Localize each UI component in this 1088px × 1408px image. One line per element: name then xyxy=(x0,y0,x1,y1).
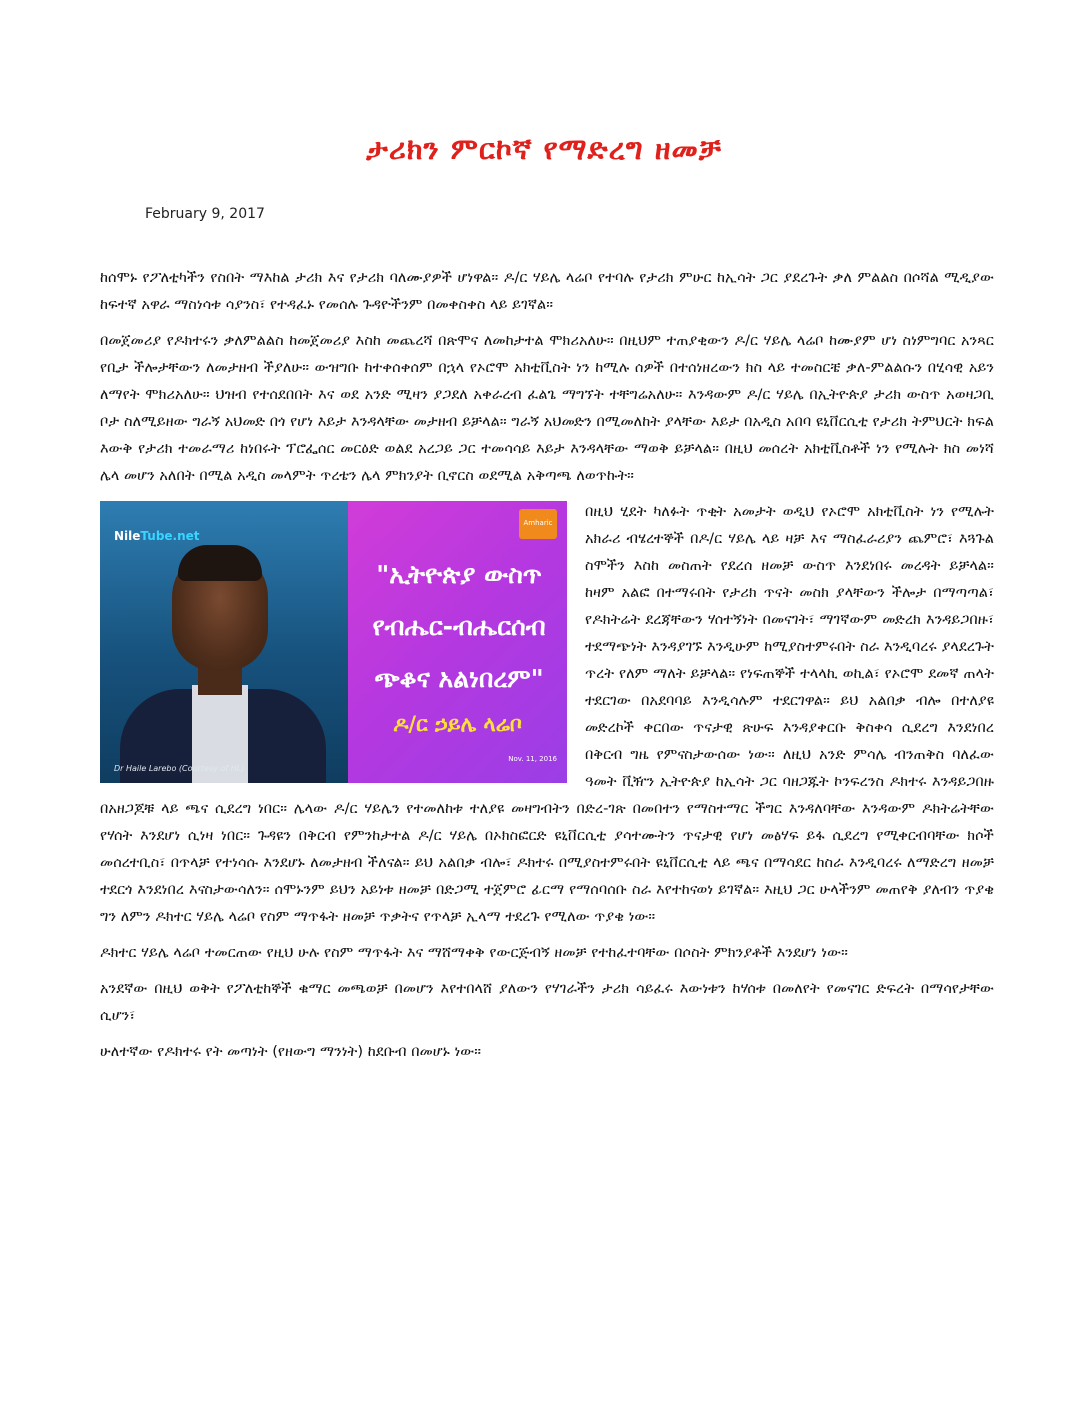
article-body xyxy=(100,264,994,1074)
paragraph-1: ከሰሞኑ የፖለቲካችን የስበት ማእከል ታሪክ እና የታሪክ ባለሙያዎች ሆነዋል። ዶ/ር ሃይሌ ላሬቦ የተባሉ የታሪክ ምሁር ከኢሳት ጋር ያደረጉት ቃለ ምልልስ በሶሻል ሚዲያው ከፍተኛ አዋራ ማስነሳቱ ሳያንስ፣ የተዳፈኑ የመሰሉ ጉዳዮችንም በመቀስቀስ ላይ ይገኛል። xyxy=(100,269,994,313)
paragraph-4: ዶክተር ሃይሌ ላሬቦ ተመርጠው የዚህ ሁሉ የስም ማጥፋት እና ማሸማቀቅ የውርጅብኝ ዘመቻ የተከፈተባቸው በሶስት ምክንያቶች እንደሆነ ነው። xyxy=(100,944,848,961)
article-title: ታሪክን ምርኮኛ የማድረግ ዘመቻ xyxy=(366,132,722,166)
quote-panel xyxy=(348,501,567,783)
photo-caption: Dr Haile Larebo (Courtesy of HL) xyxy=(114,764,245,773)
paragraph-2: በመጀመሪያ የዶክተሩን ቃለምልልስ ከመጀመሪያ እስከ መጨረሻ በጽሞና ለመከታተል ሞክሪአለሁ። በዚህም ተጠያቂውን ዶ/ር ሃይሌ ላሬቦ ከሙያም ሆነ ስነምግባር አንጻር የቢታ ችሎታቸውን ለመታዘብ ችያለሁ። ውዝግቡ ከተቀሰቀሰም በኋላ የኦሮሞ አክቲቪስት ነን ከሚሉ ሰዎች በተሰነዘረውን ክስ ላይ ተመስርቼ ቃለ-ምልልሱን በሂሳዊ አይን ለማየት ሞክሪአለሁ። ህዝብ የተሰደበበት እና ወደ አንድ ሚዛን ያጋደለ አቀራረብ ፈልጌ ማግኘት ተቸግሬአለሁ። እንዳውም ዶ/ር ሃይሌ በኢትዮጵያ ታሪክ ውስጥ አወዛጋቢ ቦታ ስለሚይዘው ግራኝ አህመድ በጎ የሆነ እይታ እንዳላቸው መታዘብ ይቻላል። ግራኝ አህመድን በሚመለከት ያላቸው እይታ በአዲስ አበባ ዩኒቨርሲቲ የታሪክ ትምህርት ክፍል እውቅ የታሪክ ተመራማሪ ከነበሩት ፕሮፌሰር መርዕድ ወልደ አረጋይ ጋር ተመሳሳይ እይታ እንዳላቸው ማወቅ ይቻላል። በዚህ መሰረት አክቲቪስቶች ነን የሚሉት ክስ መነሻ ሌላ መሆን አለበት በሚል አዲስ መላምት ጥረቴን ሌላ ምክንያት ቢኖርስ ወደሚል አቅጣጫ ለወጥኩት። xyxy=(100,332,994,484)
article-date: February 9, 2017 xyxy=(145,206,265,222)
portrait-photo xyxy=(100,501,348,783)
panel-quote: "ኢትዮጵያ ውስጥ የብሔር-ብሔርሰብ ጭቆና አልነበረም" xyxy=(372,560,546,693)
panel-date: Nov. 11, 2016 xyxy=(508,755,557,763)
paragraph-6: ሁለተኛው የዶክተሩ የት መጣነት (የዘውግ ማንነት) ከደቡብ በመሆኑ ነው። xyxy=(100,1043,482,1060)
paragraph-3: በዚህ ሂደት ካለፉት ጥቂት አመታት ወዲህ የኦሮሞ አክቲቪስት ነን የሚሉት አክራሪ ብሄረተኞች በዶ/ር ሃይሌ ላይ ዛቻ እና ማስፈራሪያን ጨምሮ፣ እጓጉል ስሞችን እስከ መስጠት የደረሰ ዘመቻ ውስጥ እንደነበሩ መረዳት ይቻላል። ከዛም አልፎ በተማሩበት የታሪክ ጥናት መስክ ያላቸውን ችሎታ በማጣጣል፣ የዶክትሬት ደረጃቸውን ሃሰተኝነት በመናገት፣ ማገኛውም መድረክ እንዳይጋበዙ፣ ተደማጭነት እንዳያገኙ እንዲሁም ከሚያስተምሩበት ስራ እንዲባረሩ ያላደረጉት ጥረት የለም ማለት ይቻላል። የነፍጠኞች ተላላኪ ወኪል፣ የኦሮሞ ደመኛ ጠላት ተደርገው በአደባባይ እንዲሳሉም ተደርገዋል። ይህ አልበቃ ብሎ በተለያዩ መድረኮች ቀርበው ጥናታዊ ጽሁፍ እንዳያቀርቡ ቅስቀሳ ሲደረግ እንደነበረ በቅርብ ግዜ የምናስታውሰው ነው። ለዚህ አንድ ምሳሌ ብንጠቅስ ባለፈው ዓመት ቪዥን ኢትዮጵያ ከኢሳት ጋር ባዘጋጁት ኮንፍረንስ ዶክተሩ እንዳይጋበዙ በአዘጋጆቹ ላይ ጫና ሲደረግ ነበር። ሌላው ዶ/ር ሃይሌን የተመለከቱ ተለያዩ መዛግብትን በድረ-ገጽ በመበተን የማስተማር ችግር እንዳለባቸው እንዳውም ዶክትሬትቸው የሃሰት እንደሆነ ሲነዛ ነበር። ጉዳዩን በቅርብ የምንከታተል ዶ/ር ሃይሌ በኦክስፎርድ ዩኒቨርሲቲ ያሳተሙትን ጥናታዊ የሆነ መፅሃፍ ይፋ ሲደረግ የሚቀርብባቸው ክሶች መሰረተቢስ፣ በጥላቻ የተነሳሱ እንደሆኑ ለመታዘብ ችለናል። ይህ አልበቃ ብሎ፣ ዶክተሩ በሚያስተምሩበት ዩኒቨርሲቲ ላይ ጫና በማሳደር ከስራ እንዲባረሩ ለማድረግ ዘመቻ ተደርጎ እንደነበረ እናስታውሳለን። ሰሞኑንም ይህን አይነቱ ዘመቻ በድጋሚ ተጀምሮ ፊርማ የማሰባሰቡ ስራ እየተከናወነ ይገኛል። እዚህ ጋር ሁላችንም መጠየቅ ያለብን ጥያቄ ግን ለምን ዶክተር ሃይሌ ላሬቦ የስም ማጥፋት ዘመቻ ጥቃትና የጥላቻ ኢላማ ተደረጉ የሚለው ጥያቄ ነው። xyxy=(100,503,994,925)
amharic-logo-icon: Amharic xyxy=(519,509,557,539)
article-image xyxy=(100,501,567,783)
site-label: NileTube.net xyxy=(114,529,200,543)
paragraph-5: አንደኛው በዚህ ወቅት የፖለቲከኞች ቁማር መጫወቻ በመሆን እየተበላሸ ያለውን የሃገራችን ታሪክ ሳይፈሩ እውነቱን ከሃሰቱ በመለየት የመናገር ድፍረት በማሳየታቸው ሲሆን፣ xyxy=(100,980,994,1024)
panel-name: ዶ/ር ኃይሌ ላሬቦ xyxy=(393,712,522,736)
